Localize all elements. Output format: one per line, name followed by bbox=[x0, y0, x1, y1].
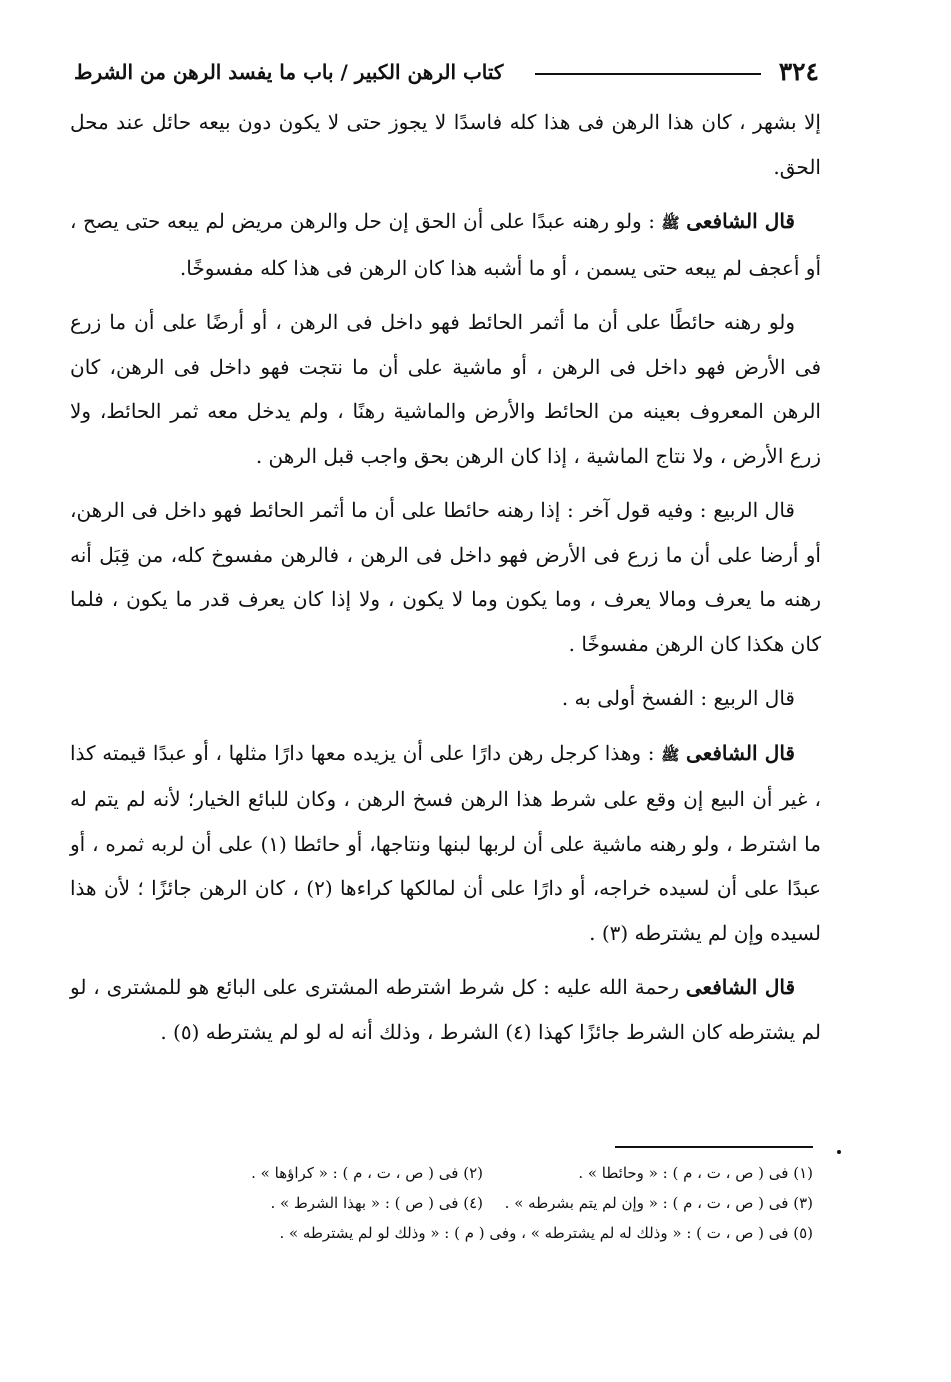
page-number: ٣٢٤ bbox=[778, 57, 819, 86]
paragraph-4-text: قال الربيع : وفيه قول آخر : إذا رهنه حائطا على أن ما أثمر الحائط فهو داخل فى الرهن، أو أرضا على أن ما زرع فى الأرض فهو داخل فى الرهن ، فالرهن مفسوخ كله، من قِبَل أنه رهنه ما يعرف ومالا يعرف ، وما يكون وما لا يكون ، ولا إذا كان يعرف قدر ما يكون ، فلما كان هكذا كان الرهن مفسوخًا . bbox=[70, 498, 821, 656]
running-title: كتاب الرهن الكبير / باب ما يفسد الرهن من الشرط bbox=[74, 60, 504, 84]
paragraph-1 bbox=[70, 100, 821, 189]
footnote-5: (٥) فى ( ص ، ت ) : « وذلك له لم يشترطه » ، وفى ( م ) : « وذلك لو لم يشترطه » . bbox=[279, 1224, 813, 1242]
running-header bbox=[74, 52, 819, 92]
paragraph-2-text: : ولو رهنه عبدًا على أن الحق إن حل والرهن مريض لم يبعه حتى يصح ، أو أعجف لم يبعه حتى يسمن ، أو ما أشبه هذا كان الرهن فى هذا كله مفسوخًا. bbox=[70, 209, 821, 280]
paragraph-1-text: إلا بشهر ، كان هذا الرهن فى هذا كله فاسدًا لا يجوز حتى لا يكون دون بيعه حائل عند محل الحق. bbox=[70, 110, 821, 179]
paragraph-4 bbox=[70, 488, 821, 666]
paragraph-6-text: : وهذا كرجل رهن دارًا على أن يزيده معها دارًا مثلها ، أو عبدًا قيمته كذا ، غير أن البيع إن وقع على شرط هذا الرهن فسخ الرهن ، وكان للبائع الخيار؛ لأنه لم يتم له ما اشترط ، ولو رهنه ماشية على أن لربها لبنها ونتاجها، أو حائطا (١) على أن لربه ثمره ، أو عبدًا على أن لسيده خراجه، أو دارًا على أن لمالكها كراءها (٢) ، كان الرهن جائزًا ؛ لأن هذا لسيده وإن لم يشترطه (٣) . bbox=[70, 740, 822, 945]
main-text bbox=[70, 100, 821, 1064]
footnote-1: (١) فى ( ص ، ت ، م ) : « وحائطا » . bbox=[578, 1164, 813, 1182]
paragraph-5-text: قال الربيع : الفسخ أولى به . bbox=[561, 686, 795, 710]
footnotes bbox=[90, 1158, 813, 1248]
speaker-label: قال الشافعى bbox=[686, 209, 795, 233]
paragraph-3 bbox=[70, 300, 821, 478]
footnote-3: (٣) فى ( ص ، ت ، م ) : « وإن لم يتم بشرطه » . bbox=[504, 1194, 813, 1212]
paragraph-7 bbox=[70, 965, 821, 1054]
footnote-row bbox=[90, 1158, 813, 1188]
footnote-separator bbox=[615, 1146, 813, 1148]
footnote-4: (٤) فى ( ص ) : « بهذا الشرط » . bbox=[270, 1194, 483, 1212]
paragraph-3-text: ولو رهنه حائطًا على أن ما أثمر الحائط فهو داخل فى الرهن ، أو أرضًا على أن ما زرع فى الأرض فهو داخل فى الرهن ، أو ماشية على أن ما نتجت فهو داخل فى الرهن، كان الرهن المعروف بعينه من الحائط والأرض والماشية رهنًا ، ولم يدخل معه ثمر الحائط، ولا زرع الأرض ، ولا نتاج الماشية ، إذا كان الرهن بحق واجب قبل الرهن . bbox=[70, 310, 821, 468]
speaker-label: قال الشافعى bbox=[685, 975, 795, 999]
footnote-dot bbox=[837, 1150, 841, 1154]
honorific-symbol: ﷺ bbox=[661, 745, 680, 764]
footnote-2: (٢) فى ( ص ، ت ، م ) : « كراؤها » . bbox=[251, 1164, 483, 1182]
header-rule bbox=[535, 73, 761, 75]
paragraph-7-text: رحمة الله عليه : كل شرط اشترطه المشترى على البائع هو للمشترى ، لو لم يشترطه كان الشرط جائزًا كهذا (٤) الشرط ، وذلك أنه له لو لم يشترطه (٥) . bbox=[70, 975, 821, 1044]
honorific-symbol: ﷺ bbox=[661, 214, 680, 232]
paragraph-6 bbox=[70, 731, 821, 956]
speaker-label: قال الشافعى bbox=[686, 740, 795, 765]
footnote-row bbox=[90, 1218, 813, 1248]
paragraph-2 bbox=[70, 199, 821, 290]
paragraph-5 bbox=[70, 676, 821, 721]
footnote-row bbox=[90, 1188, 813, 1218]
